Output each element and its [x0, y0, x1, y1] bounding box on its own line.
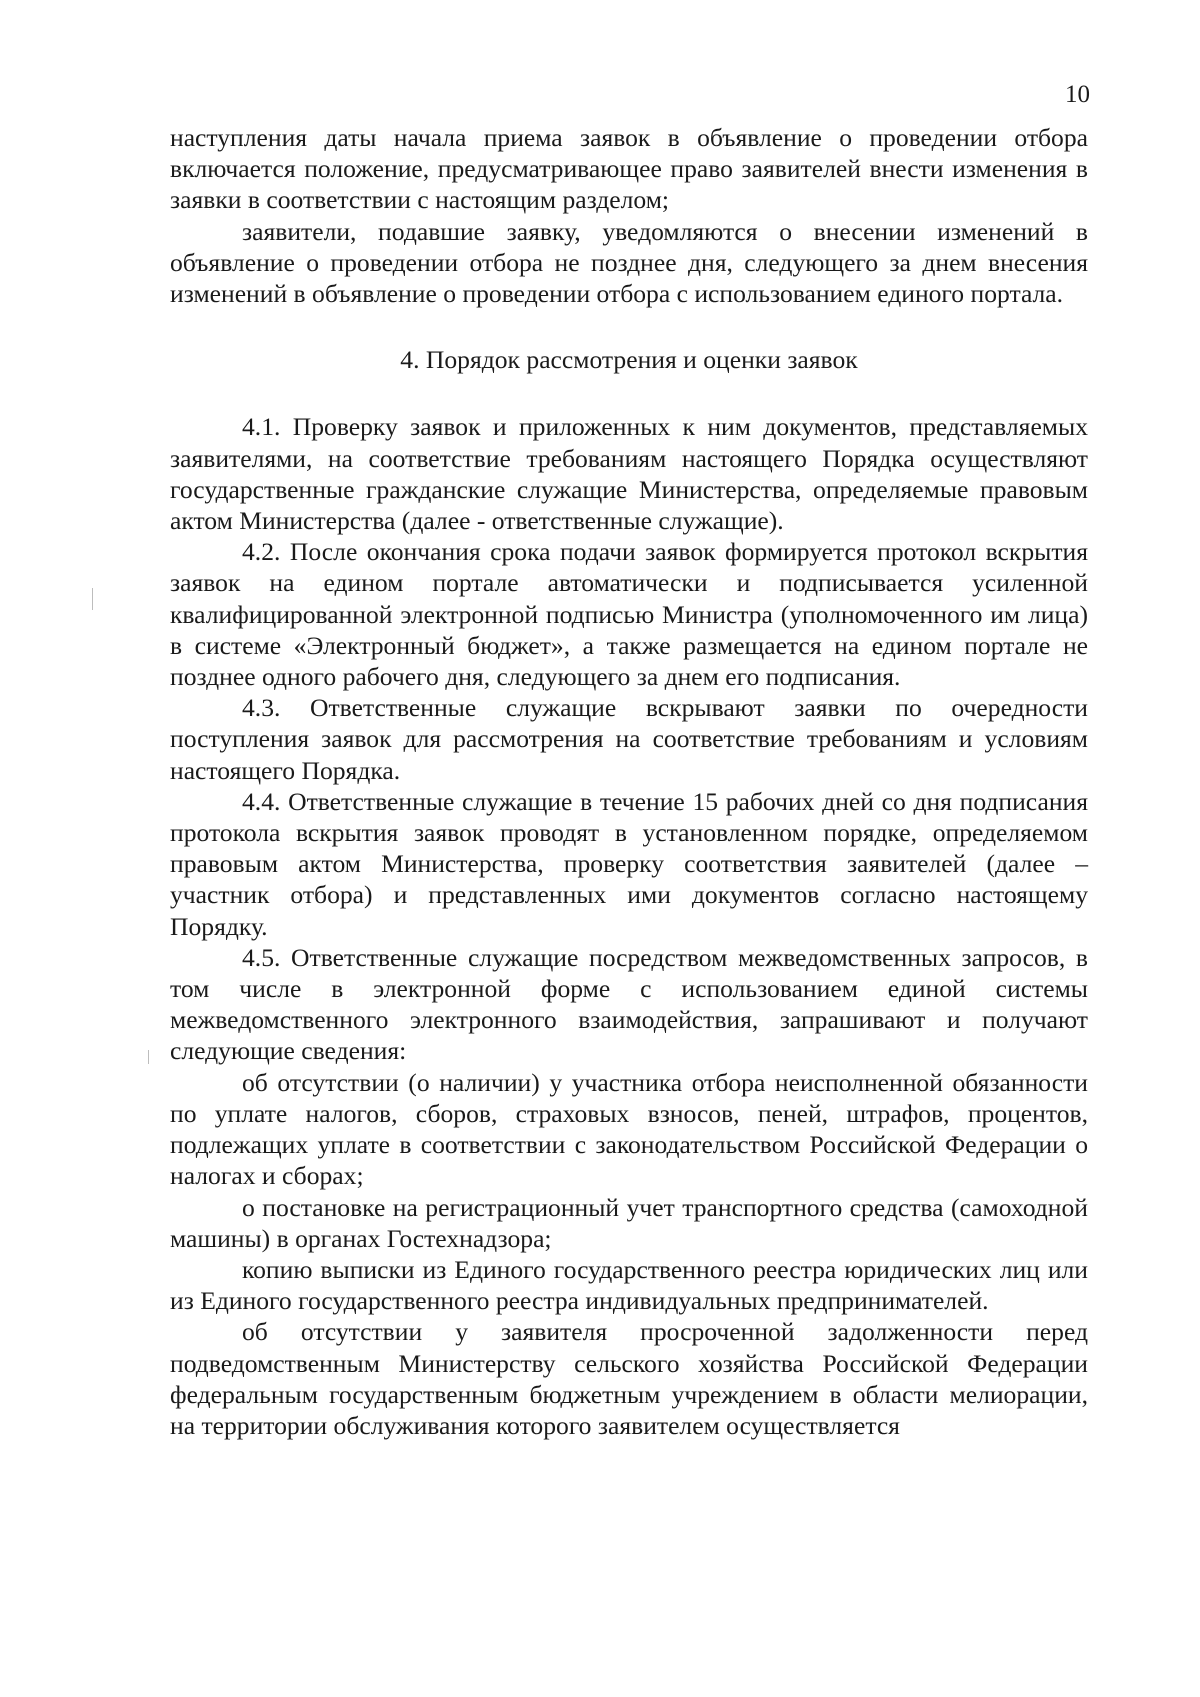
list-item-overdue-debt: об отсутствии у заявителя просроченной задолженности перед подведомственным Министерству сельского хозяйства Российской Федерации федеральным государственным бюджетным учреждением в области мелиорации, на территории обслуживания которого заявителем осуществляется — [170, 1317, 1088, 1440]
page-number: 10 — [1065, 81, 1090, 108]
list-item-registry-extract: копию выписки из Единого государственного реестра юридических лиц или из Единого государственного реестра индивидуальных предпринимателей. — [170, 1254, 1088, 1316]
paragraph-4-1: 4.1. Проверку заявок и приложенных к ним документов, представляемых заявителями, на соответствие требованиям настоящего Порядка осуществляют государственные гражданские служащие Министерства, определяемые правовым актом Министерства (далее - ответственные служащие). — [170, 412, 1088, 536]
scan-margin-mark — [148, 1050, 149, 1064]
document-body — [170, 122, 1088, 1441]
paragraph-4-5: 4.5. Ответственные служащие посредством межведомственных запросов, в том числе в электронной форме с использованием единой системы межведомственного электронного взаимодействия, запрашивают и получают следующие сведения: — [170, 942, 1088, 1066]
paragraph-4-3: 4.3. Ответственные служащие вскрывают заявки по очередности поступления заявок для рассмотрения на соответствие требованиям и условиям настоящего Порядка. — [170, 693, 1088, 785]
scan-margin-mark — [92, 588, 93, 610]
paragraph: наступления даты начала приема заявок в объявление о проведении отбора включается положение, предусматривающее право заявителей внести изменения в заявки в соответствии с настоящим разделом; — [170, 123, 1088, 215]
list-item-tax-debt: об отсутствии (о наличии) у участника отбора неисполненной обязанности по уплате налогов, сборов, страховых взносов, пеней, штрафов, процентов, подлежащих уплате в соответствии с законодательством Российской Федерации о налогах и сборах; — [170, 1067, 1088, 1191]
section-heading: 4. Порядок рассмотрения и оценки заявок — [400, 345, 858, 375]
paragraph: заявители, подавшие заявку, уведомляются о внесении изменений в объявление о проведении отбора не позднее дня, следующего за днем внесения изменений в объявление о проведении отбора с использованием единого портала. — [170, 216, 1088, 309]
paragraph-4-2: 4.2. После окончания срока подачи заявок формируется протокол вскрытия заявок на едином портале автоматически и подписывается усиленной квалифицированной электронной подписью Министра (уполномоченного им лица) в системе «Электронный бюджет», а также размещается на едином портале не позднее одного рабочего дня, следующего за днем его подписания. — [170, 537, 1088, 692]
list-item-vehicle-registration: о постановке на регистрационный учет транспортного средства (самоходной машины) в органах Гостехнадзора; — [170, 1192, 1088, 1253]
paragraph-4-4: 4.4. Ответственные служащие в течение 15 рабочих дней со дня подписания протокола вскрытия заявок проводят в установленном порядке, определяемом правовым актом Министерства, проверку соответствия заявителей (далее – участник отбора) и представленных ими документов согласно настоящему Порядку. — [170, 786, 1088, 941]
